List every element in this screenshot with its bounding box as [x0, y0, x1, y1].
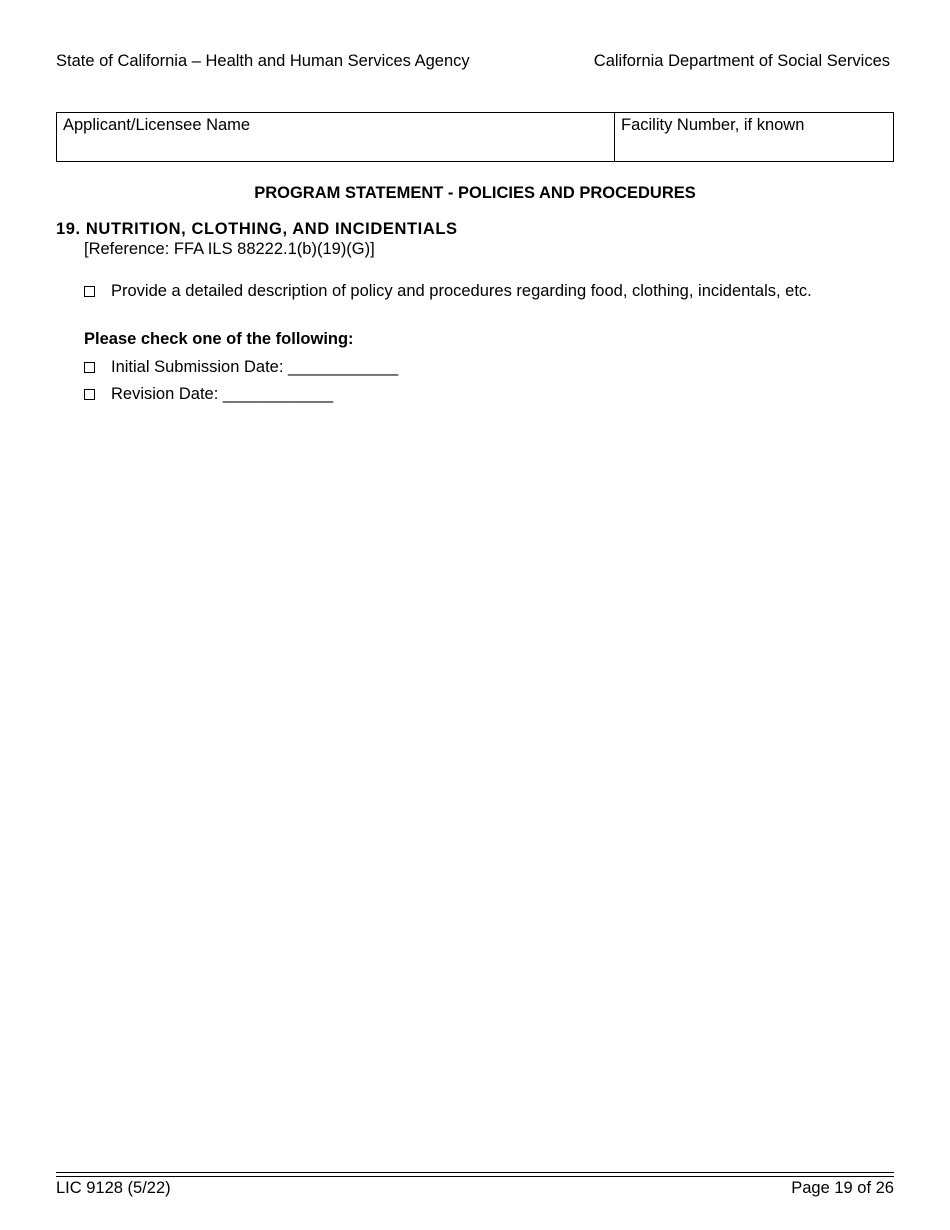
- applicant-name-label: Applicant/Licensee Name: [63, 116, 251, 134]
- form-id: LIC 9128 (5/22): [56, 1179, 171, 1197]
- initial-submission-option: [84, 358, 398, 377]
- description-label: Provide a detailed description of policy and procedures regarding food, clothing, incidentals, etc.: [111, 282, 812, 300]
- agency-header: State of California – Health and Human Services Agency: [56, 52, 470, 70]
- revision-label: Revision Date: ____________: [111, 385, 334, 403]
- department-header: California Department of Social Services: [593, 52, 890, 70]
- initial-submission-label: Initial Submission Date: ____________: [111, 358, 399, 376]
- applicant-info-table: [56, 112, 894, 162]
- section-reference: [Reference: FFA ILS 88222.1(b)(19)(G)]: [84, 240, 375, 258]
- revision-checkbox[interactable]: [84, 389, 95, 400]
- check-instruction: Please check one of the following:: [84, 330, 354, 348]
- description-checkbox[interactable]: [84, 286, 95, 297]
- facility-number-label: Facility Number, if known: [621, 116, 805, 134]
- revision-option: [84, 385, 333, 404]
- initial-submission-checkbox[interactable]: [84, 362, 95, 373]
- footer-divider-bottom: [56, 1176, 894, 1177]
- section-heading: 19. NUTRITION, CLOTHING, AND INCIDENTIALS: [56, 220, 458, 238]
- page-number: Page 19 of 26: [791, 1179, 894, 1197]
- program-title: PROGRAM STATEMENT - POLICIES AND PROCEDURES: [254, 184, 696, 202]
- facility-number-field[interactable]: [615, 113, 893, 161]
- description-item: [84, 282, 812, 301]
- footer-divider-top: [56, 1172, 894, 1173]
- applicant-name-field[interactable]: [57, 113, 615, 161]
